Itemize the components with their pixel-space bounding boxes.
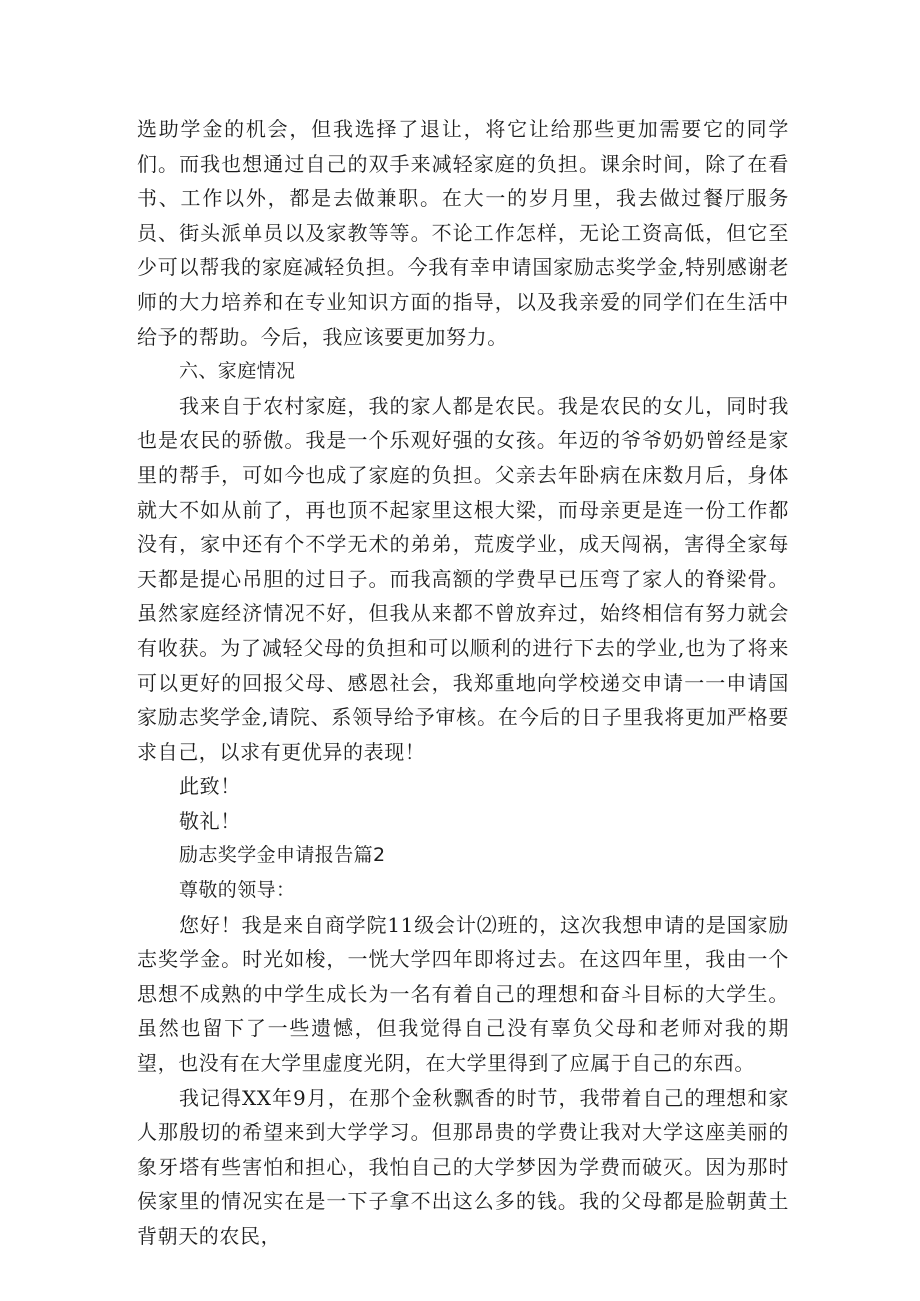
greeting: 尊敬的领导： — [179, 879, 296, 902]
report-title: 励志奖学金申请报告篇2 — [179, 844, 386, 867]
closing-regards: 敬礼！ — [179, 808, 241, 833]
closing-salutation: 此致！ — [179, 774, 241, 799]
document-body — [137, 112, 789, 1254]
paragraph-family-situation: 我来自于农村家庭，我的家人都是农民。我是农民的女儿，同时我也是农民的骄傲。我是一个乐观好强的女孩。年迈的爷爷奶奶曾经是家里的帮手，可如今也成了家庭的负担。父亲去年卧病在床数月后，身体就大不如从前了，再也顶不起家里这根大梁，而母亲更是连一份工作都没有，家中还有个不学无术的弟弟，荒废学业，成天闯祸，害得全家每天都是提心吊胆的过日子。而我高额的学费早已压弯了家人的脊梁骨。虽然家庭经济情况不好，但我从来都不曾放弃过，始终相信有努力就会有收获。为了减轻父母的负担和可以顺利的进行下去的学业,也为了将来可以更好的回报父母、感恩社会，我郑重地向学校递交申请一一申请国家励志奖学金,请院、系领导给予审核。在今后的日子里我将更加严格要求自己，以求有更优异的表现！ — [137, 393, 789, 764]
section-heading-family-situation: 六、家庭情况 — [179, 360, 296, 383]
paragraph-scholarship-continuation: 选助学金的机会，但我选择了退让，将它让给那些更加需要它的同学们。而我也想通过自己的双手来减轻家庭的负担。课余时间，除了在看书、工作以外，都是去做兼职。在大一的岁月里，我去做过餐厅服务员、街头派单员以及家教等等。不论工作怎样，无论工资高低，但它至少可以帮我的家庭减轻负担。今我有幸申请国家励志奖学金,特别感谢老师的大力培养和在专业知识方面的指导，以及我亲爱的同学们在生活中给予的帮助。今后，我应该要更加努力。 — [137, 117, 789, 349]
paragraph-memory: 我记得XX年9月，在那个金秋飘香的时节，我带着自己的理想和家人那殷切的希望来到大学学习。但那昂贵的学费让我对大学这座美丽的象牙塔有些害怕和担心，我怕自己的大学梦因为学费而破灭。因为那时侯家里的情况实在是一下子拿不出这么多的钱。我的父母都是脸朝黄土背朝天的农民， — [137, 1085, 789, 1248]
paragraph-introduction: 您好！我是来自商学院11级会计⑵班的，这次我想申请的是国家励志奖学金。时光如梭，一恍大学四年即将过去。在这四年里，我由一个思想不成熟的中学生成长为一名有着自己的理想和奋斗目标的大学生。虽然也留下了一些遗憾，但我觉得自己没有辜负父母和老师对我的期望，也没有在大学里虚度光阴，在大学里得到了应属于自己的东西。 — [137, 912, 789, 1076]
